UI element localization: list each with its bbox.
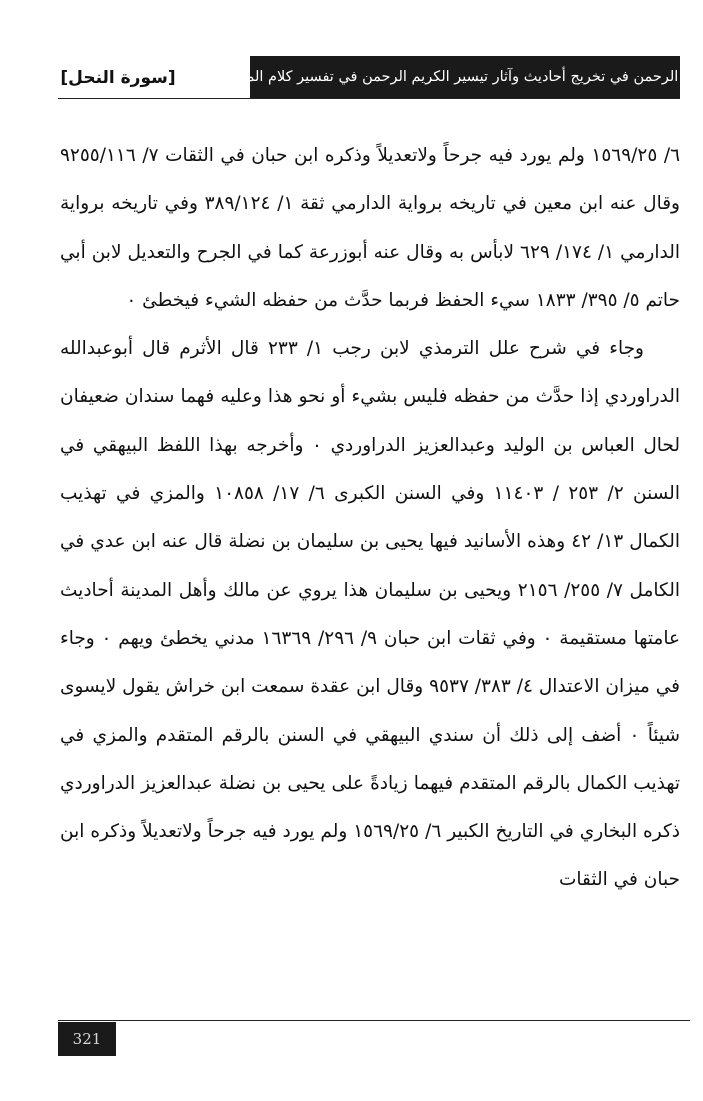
footer-divider (58, 1020, 690, 1021)
page-number: 321 (58, 1022, 116, 1056)
surah-label: [سورة النحل] (60, 68, 176, 88)
paragraph-1: ٦/ ١٥٦٩/٢٥ ولم يورد فيه جرحاً ولاتعديلاً وذكره ابن حبان في الثقات ٧/ ٩٢٥٥/١١٦ وقال عنه ابن معين في تاريخه برواية الدارمي ثقة ١/ ٣٨٩/١٢٤ وفي تاريخه برواية الدارمي ١/ ١٧٤/ ٦٢٩ لابأس به وقال عنه أبوزرعة كما في الجرح والتعديل لابن أبي حاتم ٥/ ٣٩٥/ ١٨٣٣ سيء الحفظ فربما حدَّث من حفظه الشيء فيخطئ ٠ (60, 145, 680, 311)
page-body (60, 132, 680, 905)
header-divider (58, 98, 680, 99)
paragraph-2: وجاء في شرح علل الترمذي لابن رجب ١/ ٢٣٣ قال الأثرم قال أبوعبدالله الدراوردي إذا حدَّث من حفظه فليس بشيء أو نحو هذا وعليه فهما سندان ضعيفان لحال العباس بن الوليد وعبدالعزيز الدراوردي ٠ وأخرجه بهذا اللفظ البيهقي في السنن ٢/ ٢٥٣ / ١١٤٠٣ وفي السنن الكبرى ٦/ ١٧/ ١٠٨٥٨ والمزي في تهذيب الكمال ١٣/ ٤٢ وهذه الأسانيد فيها يحيى بن سليمان بن نضلة قال عنه ابن عدي في الكامل ٧/ ٢٥٥/ ٢١٥٦ ويحيى بن سليمان هذا يروي عن مالك وأهل المدينة أحاديث عامتها مستقيمة ٠ وفي ثقات ابن حبان ٩/ ٢٩٦/ ١٦٣٦٩ مدني يخطئ ويهم ٠ وجاء في ميزان الاعتدال ٤/ ٣٨٣/ ٩٥٣٧ وقال ابن عقدة سمعت ابن خراش يقول لايسوى شيئاً ٠ أضف إلى ذلك أن سندي البيهقي في السنن بالرقم المتقدم والمزي في تهذيب الكمال بالرقم المتقدم فيهما زيادةً على يحيى بن نضلة عبدالعزيز الدراوردي ذكره البخاري في التاريخ الكبير ٦/ ١٥٦٩/٢٥ ولم يورد فيه جرحاً ولاتعديلاً وذكره ابن حبان في الثقات (60, 338, 681, 891)
book-title: منة الرحمن في تخريج أحاديث وآثار تيسير الكريم الرحمن في تفسير كلام المنان (250, 56, 680, 98)
